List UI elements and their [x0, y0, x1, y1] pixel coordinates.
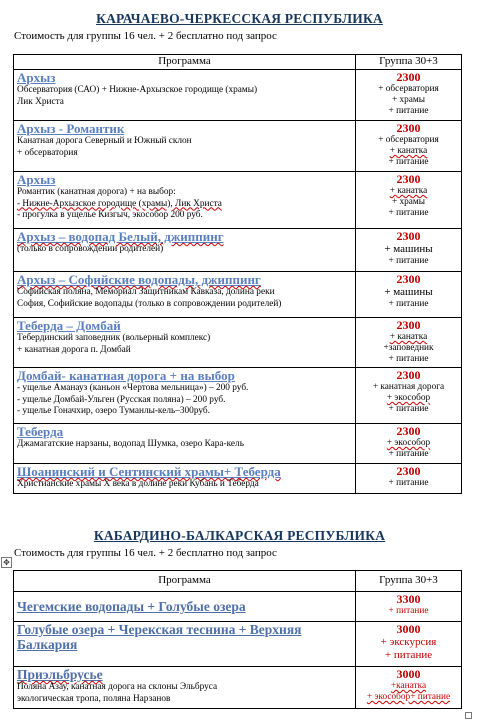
- program-name: Голубые озера + Черекская теснина + Верхняя: [17, 622, 302, 637]
- program-name: Архыз: [17, 172, 56, 187]
- program-desc: Тебердинский заповедник (вольерный комплекс) + канатная дорога п. Домбай: [17, 333, 211, 355]
- col-group-header: Группа 30+3: [356, 571, 462, 592]
- program-desc: (только в сопровождении родителей): [17, 244, 164, 254]
- price: 2300: [396, 272, 421, 286]
- price: 2300: [396, 464, 421, 478]
- table-row: Архыз Романтик (канатная дорога) + на выбор: - Нижне-Архызское городище (храмы), Лик Христа - прогулка в ущелье Кизгыч, экособор 200 руб. 2300 + канатка + храмы + питание: [14, 172, 462, 229]
- program-desc: Романтик (канатная дорога) + на выбор: - Нижне-Архызское городище (храмы), Лик Христа - прогулка в ущелье Кизгыч, экособор 200 руб.: [17, 187, 222, 220]
- table-row: Домбай- канатная дорога + на выбор - ущелье Аманауз (каньон «Чертова мельница») – 200 руб. - ущелье Домбай-Ульген (Русская поляна) – 200 руб. - ущелье Гоначхир, озеро Туманлы-кель–300руб. 2300 + канатная дорога + экособор + питание: [14, 368, 462, 424]
- price: 2300: [396, 172, 421, 186]
- table-row: Архыз – Софийские водопады, джиппинг Софийская поляна, Мемориал Защитникам Кавказа, долина реки София, Софийские водопады (только в сопровождении родителей) 2300 + машины + питание: [14, 272, 462, 318]
- price: 2300: [396, 229, 421, 243]
- program-desc: Христианские храмы X века в долине реки Кубань и Теберда: [17, 479, 259, 489]
- price: 2300: [396, 424, 421, 438]
- price: 3000: [396, 622, 421, 636]
- col-program-header: Программа: [14, 571, 356, 592]
- program-name: Шоанинский и Сентинский храмы+ Теберда: [17, 464, 281, 479]
- price: 2300: [396, 368, 421, 382]
- price: 3300: [396, 592, 421, 606]
- table-row: Приэльбрусье Поляна Азау, канатная дорога на склоны Эльбруса экологическая тропа, поляна Нарзанов 3000 +канатка + экособор+ питание: [14, 667, 462, 709]
- price: 2300: [396, 318, 421, 332]
- resize-icon[interactable]: [465, 712, 472, 719]
- table-header: [14, 571, 462, 592]
- section2-title: КАБАРДИНО-БАЛКАРСКАЯ РЕСПУБЛИКА: [93, 528, 386, 543]
- program-name: Теберда – Домбай: [17, 318, 121, 333]
- section1-title: КАРАЧАЕВО-ЧЕРКЕССКАЯ РЕСПУБЛИКА: [96, 11, 383, 26]
- section2-table: [13, 570, 462, 709]
- program-desc: - ущелье Аманауз (каньон «Чертова мельница») – 200 руб. - ущелье Домбай-Ульген (Русская поляна) – 200 руб. - ущелье Гоначхир, озеро Туманлы-кель–300руб.: [17, 383, 249, 416]
- table-row: Архыз - Романтик Канатная дорога Северный и Южный склон + обсерватория 2300 + обсерватория + канатка + питание: [14, 121, 462, 172]
- move-icon[interactable]: ✥: [1, 557, 12, 568]
- program-name: Чегемские водопады + Голубые озера: [17, 599, 246, 614]
- program-name: Архыз: [17, 70, 56, 85]
- table-row: Теберда – Домбай Тебердинский заповедник (вольерный комплекс) + канатная дорога п. Домбай 2300 + канатка +заповедник + питание: [14, 318, 462, 368]
- price: 2300: [396, 121, 421, 135]
- section2-subtitle: Стоимость для группы 16 чел. + 2 бесплатно под запрос: [14, 547, 277, 559]
- program-desc: Джамагатские нарзаны, водопад Шумка, озеро Кара-кель: [17, 439, 244, 449]
- table-row: Теберда Джамагатские нарзаны, водопад Шумка, озеро Кара-кель 2300 + экособор + питание: [14, 424, 462, 464]
- program-name: Домбай- канатная дорога + на выбор: [17, 368, 235, 383]
- program-desc: Обсерватория (САО) + Нижне-Архызское городище (храмы) Лик Христа: [17, 85, 258, 107]
- program-name-continued: Балкария: [17, 637, 78, 652]
- program-name: Теберда: [17, 424, 64, 439]
- col-program-header: Программа: [14, 55, 356, 70]
- col-group-header: Группа 30+3: [356, 55, 462, 70]
- program-desc: Канатная дорога Северный и Южный склон + обсерватория: [17, 136, 192, 158]
- table-row: Архыз Обсерватория (САО) + Нижне-Архызское городище (храмы) Лик Христа 2300 + обсерватория + храмы + питание: [14, 70, 462, 121]
- table-row: Шоанинский и Сентинский храмы+ Теберда Христианские храмы X века в долине реки Кубань и Теберда 2300 + питание: [14, 464, 462, 494]
- program-desc: Поляна Азау, канатная дорога на склоны Эльбруса экологическая тропа, поляна Нарзанов: [17, 682, 218, 704]
- table-row: Голубые озера + Черекская теснина + Верхняя Балкария 3000 + экскурсия + питание: [14, 622, 462, 667]
- program-desc: Софийская поляна, Мемориал Защитникам Кавказа, долина реки София, Софийские водопады (только в сопровождении родителей): [17, 287, 282, 309]
- program-name: Архыз – Софийские водопады, джиппинг: [17, 272, 261, 287]
- program-name: Архыз – водопад Белый, джиппинг: [17, 229, 224, 244]
- program-name: Приэльбрусье: [17, 667, 103, 682]
- table-row: Чегемские водопады + Голубые озера 3300 + питание: [14, 592, 462, 622]
- section1-table: [13, 54, 462, 494]
- program-name: Архыз - Романтик: [17, 121, 125, 136]
- table-row: Архыз – водопад Белый, джиппинг (только в сопровождении родителей) 2300 + машины + питание: [14, 229, 462, 272]
- price: 2300: [396, 70, 421, 84]
- section1-subtitle: Стоимость для группы 16 чел. + 2 бесплатно под запрос: [14, 30, 277, 42]
- table-header: [14, 55, 462, 70]
- price: 3000: [396, 667, 421, 681]
